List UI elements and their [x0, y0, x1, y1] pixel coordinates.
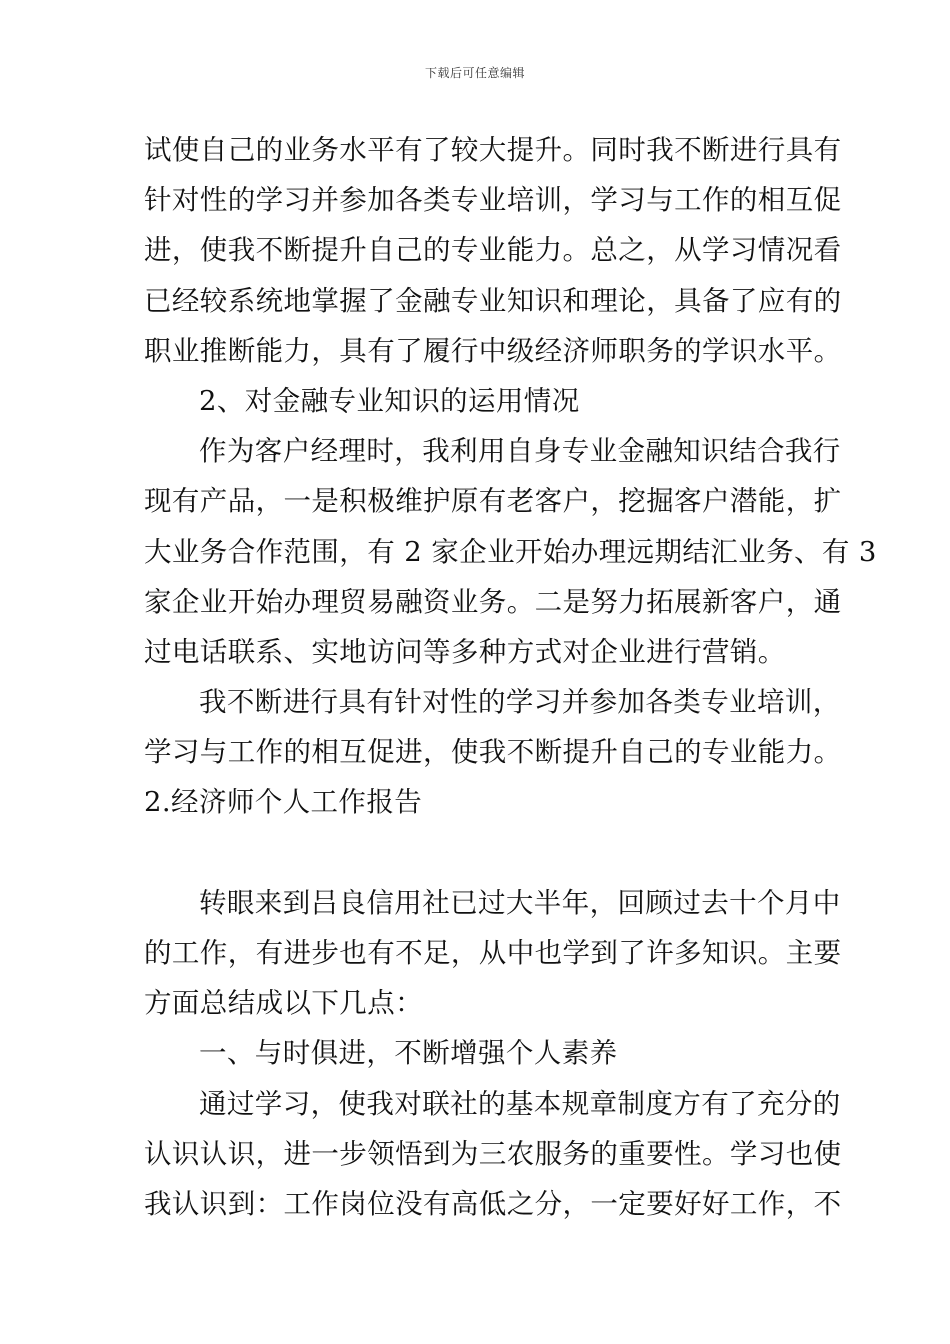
text-line: 的工作，有进步也有不足，从中也学到了许多知识。主要	[144, 937, 842, 969]
text-line: 针对性的学习并参加各类专业培训，学习与工作的相互促	[144, 184, 842, 217]
text-line: 试使自己的业务水平有了较大提升。同时我不断进行具有	[144, 134, 842, 166]
section-heading: 2、对金融专业知识的运用情况	[199, 384, 580, 417]
document-title: 2.经济师个人工作报告	[144, 786, 423, 819]
document-body	[144, 125, 877, 1229]
text-line: 过电话联系、实地访问等多种方式对企业进行营销。	[144, 635, 786, 668]
text-line: 现有产品，一是积极维护原有老客户，挖掘客户潜能，扩	[144, 485, 842, 518]
text-line: 职业推断能力，具有了履行中级经济师职务的学识水平。	[144, 334, 842, 367]
text-line: 已经较系统地掌握了金融专业知识和理论，具备了应有的	[144, 284, 842, 317]
text-line: 认识认识，进一步领悟到为三农服务的重要性。学习也使	[144, 1137, 842, 1170]
page-header-note: 下载后可任意编辑	[424, 66, 525, 80]
paragraph-first-line: 转眼来到吕良信用社已过大半年，回顾过去十个月中	[199, 886, 841, 919]
text-line: 我认识到：工作岗位没有高低之分，一定要好好工作，不	[144, 1187, 842, 1220]
text-line: 方面总结成以下几点：	[144, 987, 423, 1020]
text-line: 大业务合作范围，有 2 家企业开始办理远期结汇业务、有 3	[144, 535, 877, 568]
section-heading: 一、与时俱进，不断增强个人素养	[199, 1037, 618, 1070]
paragraph-first-line: 通过学习，使我对联社的基本规章制度方有了充分的	[199, 1087, 841, 1120]
blank-line	[144, 828, 808, 878]
text-line: 家企业开始办理贸易融资业务。二是努力拓展新客户，通	[144, 585, 842, 618]
paragraph-first-line: 作为客户经理时，我利用自身专业金融知识结合我行	[199, 435, 841, 468]
text-line: 学习与工作的相互促进，使我不断提升自己的专业能力。	[144, 736, 842, 769]
text-line: 进，使我不断提升自己的专业能力。总之，从学习情况看	[144, 234, 842, 267]
paragraph-first-line: 我不断进行具有针对性的学习并参加各类专业培训，	[199, 686, 841, 719]
